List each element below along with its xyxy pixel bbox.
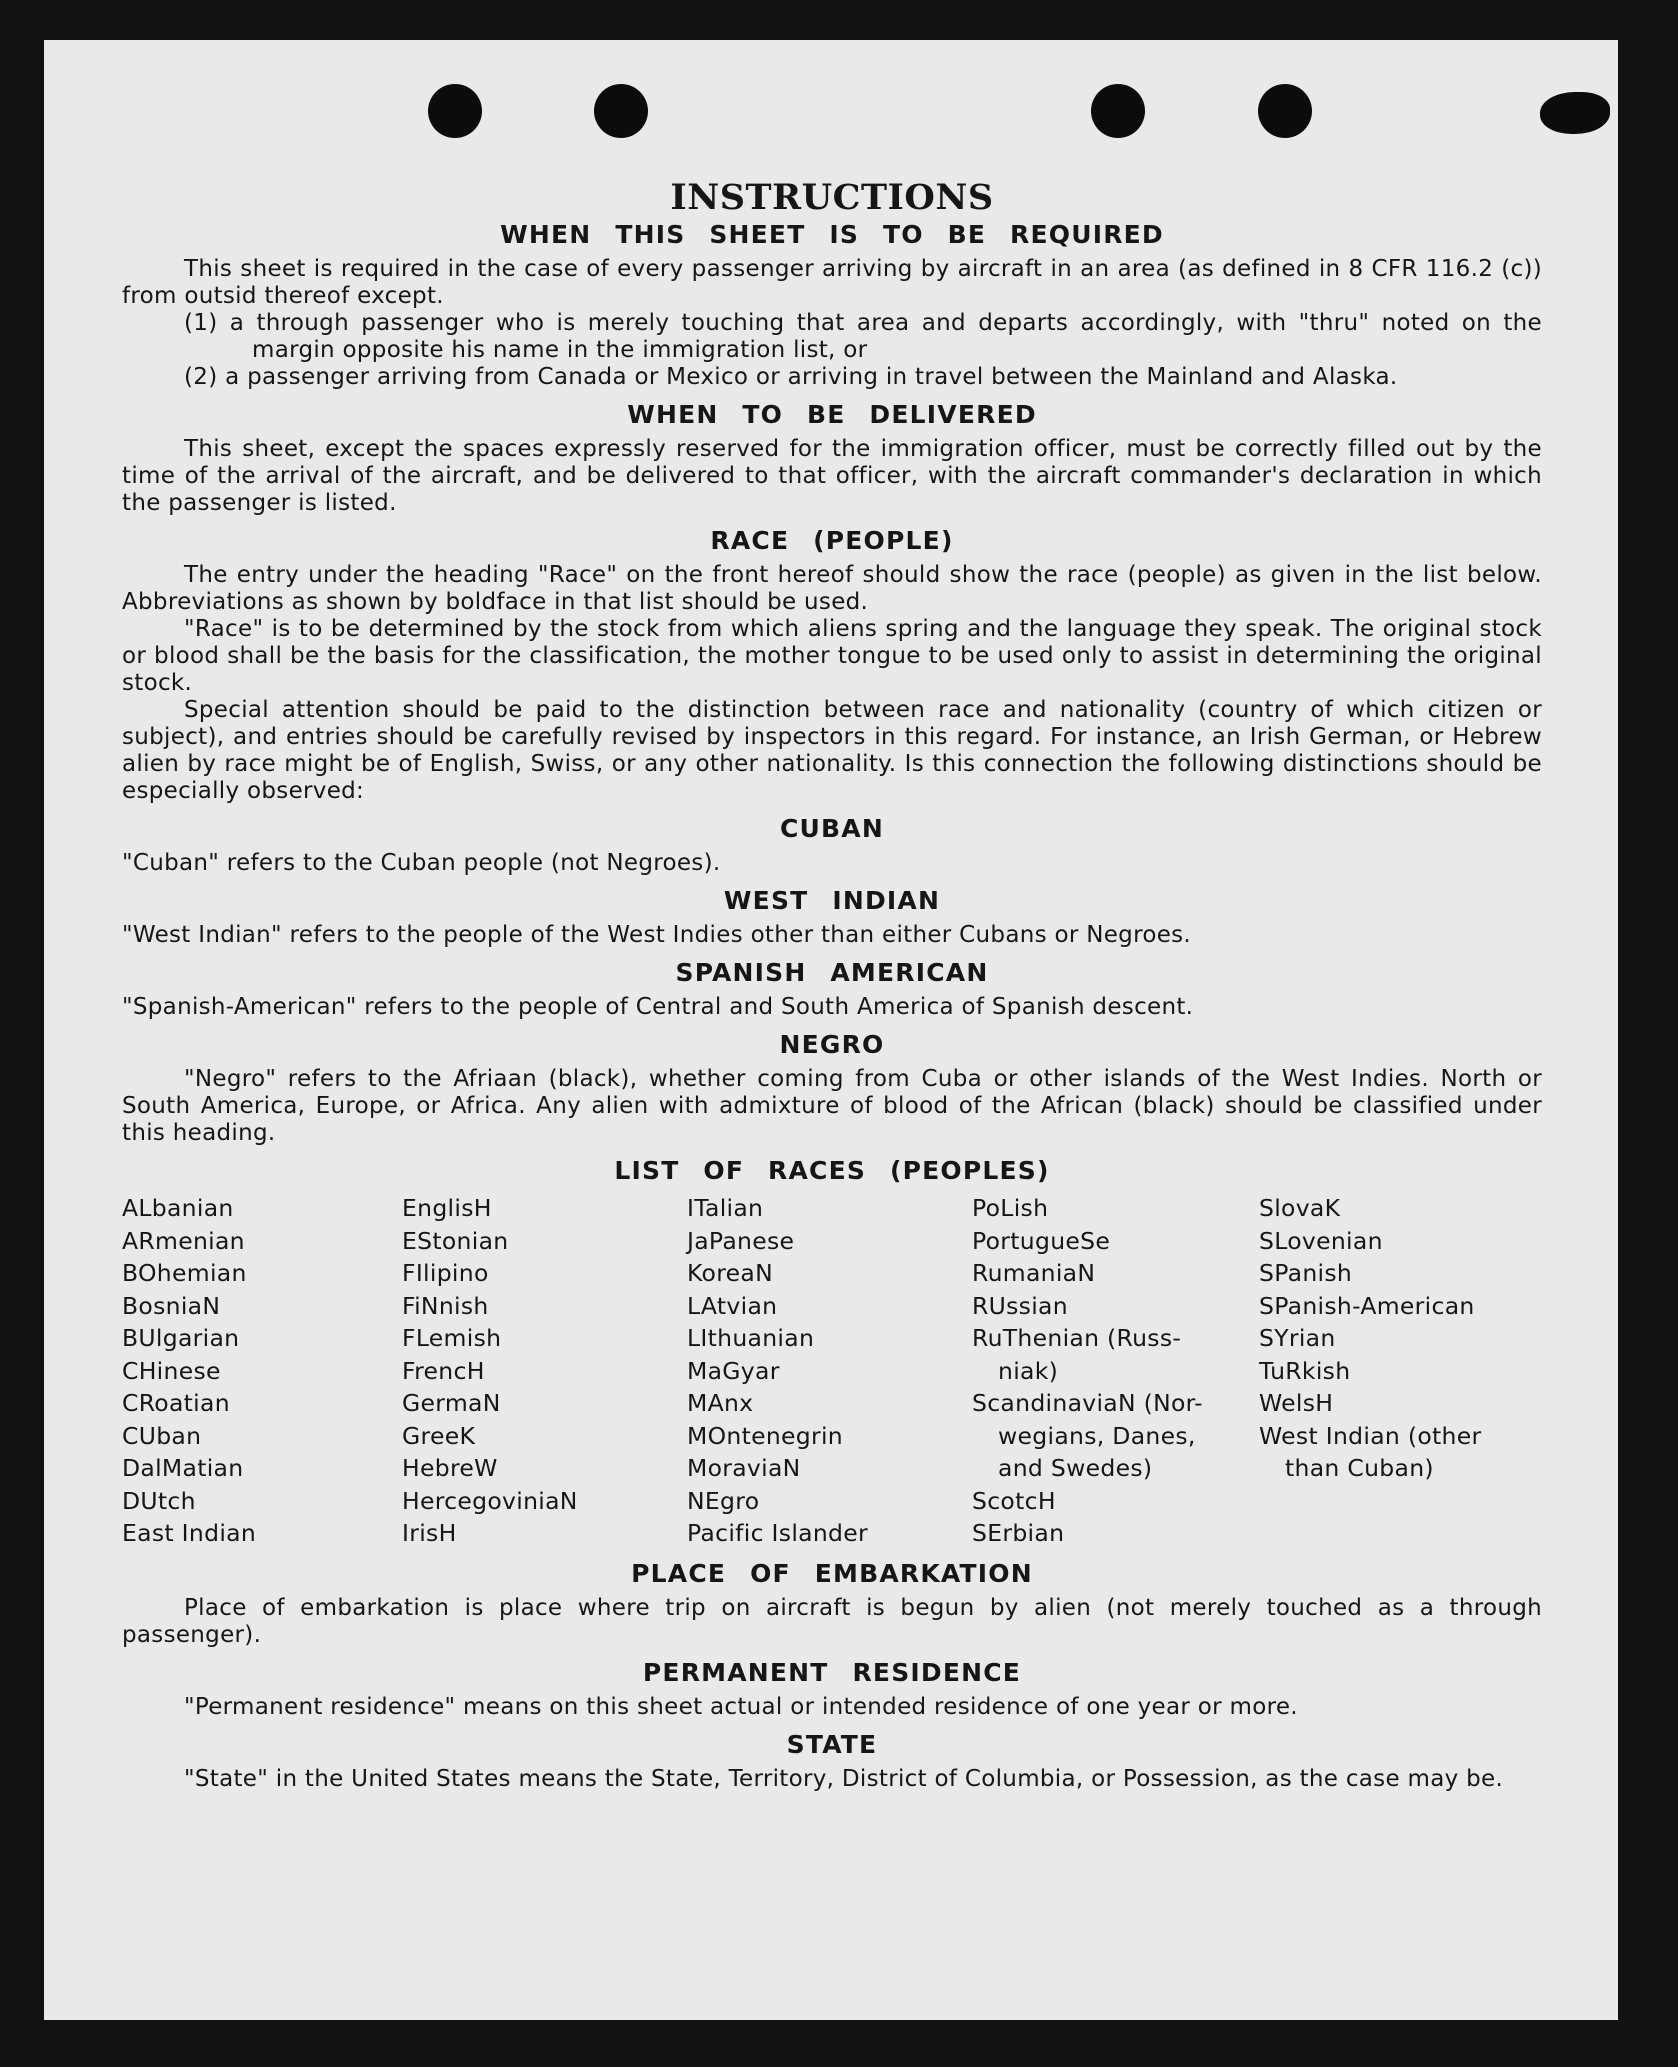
- race-entry: NEgro: [687, 1486, 760, 1515]
- race-entry: BOhemian: [122, 1259, 247, 1287]
- race-entry: Pacific Islander: [687, 1519, 868, 1547]
- race-entry: MoraviaN: [687, 1454, 801, 1482]
- exception-item: (2) a passenger arriving from Canada or Mexico or arriving in travel between the Mainland and Alaska.: [184, 364, 1398, 390]
- race-entry: LIthuanian: [687, 1324, 815, 1352]
- race-entry: GermaN: [402, 1389, 501, 1417]
- race-entry: RumaniaN: [972, 1259, 1096, 1287]
- paragraph: "West Indian" refers to the people of the West Indies other than either Cubans or Negroes.: [122, 922, 1192, 948]
- race-entry: ScotcH: [972, 1486, 1056, 1515]
- race-entry: KoreaN: [687, 1259, 774, 1287]
- race-entry: FIlipino: [402, 1259, 489, 1287]
- race-entry: HebreW: [402, 1454, 498, 1482]
- race-entry: BUlgarian: [122, 1324, 240, 1352]
- race-entry: MaGyar: [687, 1356, 780, 1385]
- paragraph: "Cuban" refers to the Cuban people (not Negroes).: [122, 850, 721, 876]
- section-heading: SPANISH AMERICAN: [675, 958, 989, 987]
- race-entry: DUtch: [122, 1486, 196, 1515]
- race-entry: PoLish: [972, 1194, 1049, 1222]
- section-heading: PLACE OF EMBARKATION: [631, 1558, 1033, 1588]
- race-entry: West Indian (other than Cuban): [1259, 1421, 1482, 1482]
- punch-hole: [1258, 84, 1312, 138]
- race-entry: PortugueSe: [972, 1226, 1111, 1255]
- section-heading: WEST INDIAN: [723, 886, 941, 915]
- race-entry: ARmenian: [122, 1226, 245, 1255]
- race-entry: SYrian: [1259, 1324, 1336, 1352]
- race-entry: EnglisH: [402, 1194, 492, 1222]
- paragraph: Place of embarkation is place where trip on aircraft is begun by alien (not merely touched as a through passenger).: [122, 1594, 1542, 1648]
- race-entry: RuThenian (Russ- niak): [972, 1324, 1182, 1385]
- section-heading: PERMANENT RESIDENCE: [642, 1657, 1022, 1687]
- race-column: [402, 1192, 687, 1550]
- punch-hole: [594, 84, 648, 138]
- paragraph: "Spanish-American" refers to the people of Central and South America of Spanish descent.: [122, 994, 1194, 1020]
- section-heading: NEGRO: [779, 1030, 885, 1059]
- race-entry: TuRkish: [1259, 1356, 1351, 1385]
- race-entry: SPanish: [1259, 1259, 1353, 1287]
- instructions-content: [122, 140, 1542, 1793]
- paragraph: Special attention should be paid to the distinction between race and nationality (country of which citizen or subject), and entries should be carefully revised by inspectors in this regard. For instance, an Irish German, or Hebrew alien by race might be of English, Swiss, or any other nationality. Is this connection the following distinctions should be especially observed:: [122, 697, 1542, 804]
- race-entry: EStonian: [402, 1226, 509, 1255]
- race-entry: SPanish-American: [1259, 1291, 1475, 1320]
- race-entry: JaPanese: [687, 1226, 795, 1255]
- paragraph: This sheet is required in the case of every passenger arriving by aircraft in an area (as defined in 8 CFR 116.2 (c)) from outsid thereof except.: [122, 256, 1542, 309]
- race-entry: East Indian: [122, 1519, 257, 1547]
- paragraph: The entry under the heading "Race" on the front hereof should show the race (people) as given in the list below. Abbreviations as shown by boldface in that list should be used.: [122, 562, 1542, 615]
- race-column: [1259, 1192, 1542, 1550]
- section-heading: WHEN THIS SHEET IS TO BE REQUIRED: [500, 220, 1164, 249]
- race-column: [687, 1192, 972, 1550]
- race-entry: IrisH: [402, 1519, 457, 1547]
- section-heading: RACE (PEOPLE): [710, 526, 954, 555]
- race-entry: ScandinaviaN (Nor- wegians, Danes, and Swedes): [972, 1389, 1203, 1482]
- section-heading: CUBAN: [780, 814, 884, 843]
- race-column: [972, 1192, 1259, 1550]
- race-entry: ALbanian: [122, 1194, 234, 1222]
- punch-hole: [428, 84, 482, 138]
- race-list: [122, 1192, 1542, 1550]
- page-title: INSTRUCTIONS: [670, 177, 994, 218]
- race-entry: MOntenegrin: [687, 1421, 843, 1450]
- race-entry: CRoatian: [122, 1389, 230, 1417]
- race-entry: DalMatian: [122, 1454, 244, 1482]
- paragraph: "Negro" refers to the Afriaan (black), whether coming from Cuba or other islands of the West Indies. North or South America, Europe, or Africa. Any alien with admixture of blood of the African (black) should be classified under this heading.: [122, 1066, 1542, 1146]
- race-entry: ITalian: [687, 1194, 764, 1222]
- paragraph: This sheet, except the spaces expressly reserved for the immigration officer, must be correctly filled out by the time of the arrival of the aircraft, and be delivered to that officer, with the aircraft commander's declaration in which the passenger is listed.: [122, 436, 1542, 516]
- paragraph: "Permanent residence" means on this sheet actual or intended residence of one year or more.: [184, 1693, 1298, 1720]
- race-entry: LAtvian: [687, 1291, 778, 1320]
- race-entry: FrencH: [402, 1356, 485, 1385]
- race-entry: SlovaK: [1259, 1194, 1341, 1222]
- exception-item: (1) a through passenger who is merely touching that area and departs accordingly, with "thru" noted on the margin opposite his name in the immigration list, or: [184, 310, 1542, 363]
- section-heading: WHEN TO BE DELIVERED: [627, 400, 1037, 429]
- race-entry: RUssian: [972, 1291, 1068, 1320]
- race-entry: CUban: [122, 1421, 202, 1450]
- race-entry: CHinese: [122, 1356, 221, 1385]
- document-page: [44, 40, 1618, 2020]
- race-entry: MAnx: [687, 1389, 754, 1417]
- punch-hole: [1091, 84, 1145, 138]
- race-entry: HercegoviniaN: [402, 1486, 578, 1515]
- race-entry: BosniaN: [122, 1291, 221, 1320]
- paragraph: "State" in the United States means the State, Territory, District of Columbia, or Possession, as the case may be.: [184, 1765, 1504, 1792]
- race-entry: FLemish: [402, 1324, 502, 1352]
- race-entry: SLovenian: [1259, 1226, 1383, 1255]
- race-entry: SErbian: [972, 1519, 1065, 1547]
- race-entry: FiNnish: [402, 1291, 489, 1320]
- torn-corner: [1540, 92, 1610, 134]
- race-column: [122, 1192, 402, 1550]
- race-entry: GreeK: [402, 1421, 476, 1450]
- paragraph: "Race" is to be determined by the stock from which aliens spring and the language they speak. The original stock or blood shall be the basis for the classification, the mother tongue to be used only to assist in determining the original stock.: [122, 616, 1542, 696]
- section-heading: LIST OF RACES (PEOPLES): [614, 1156, 1050, 1185]
- section-heading: STATE: [786, 1729, 878, 1759]
- race-entry: WelsH: [1259, 1389, 1334, 1417]
